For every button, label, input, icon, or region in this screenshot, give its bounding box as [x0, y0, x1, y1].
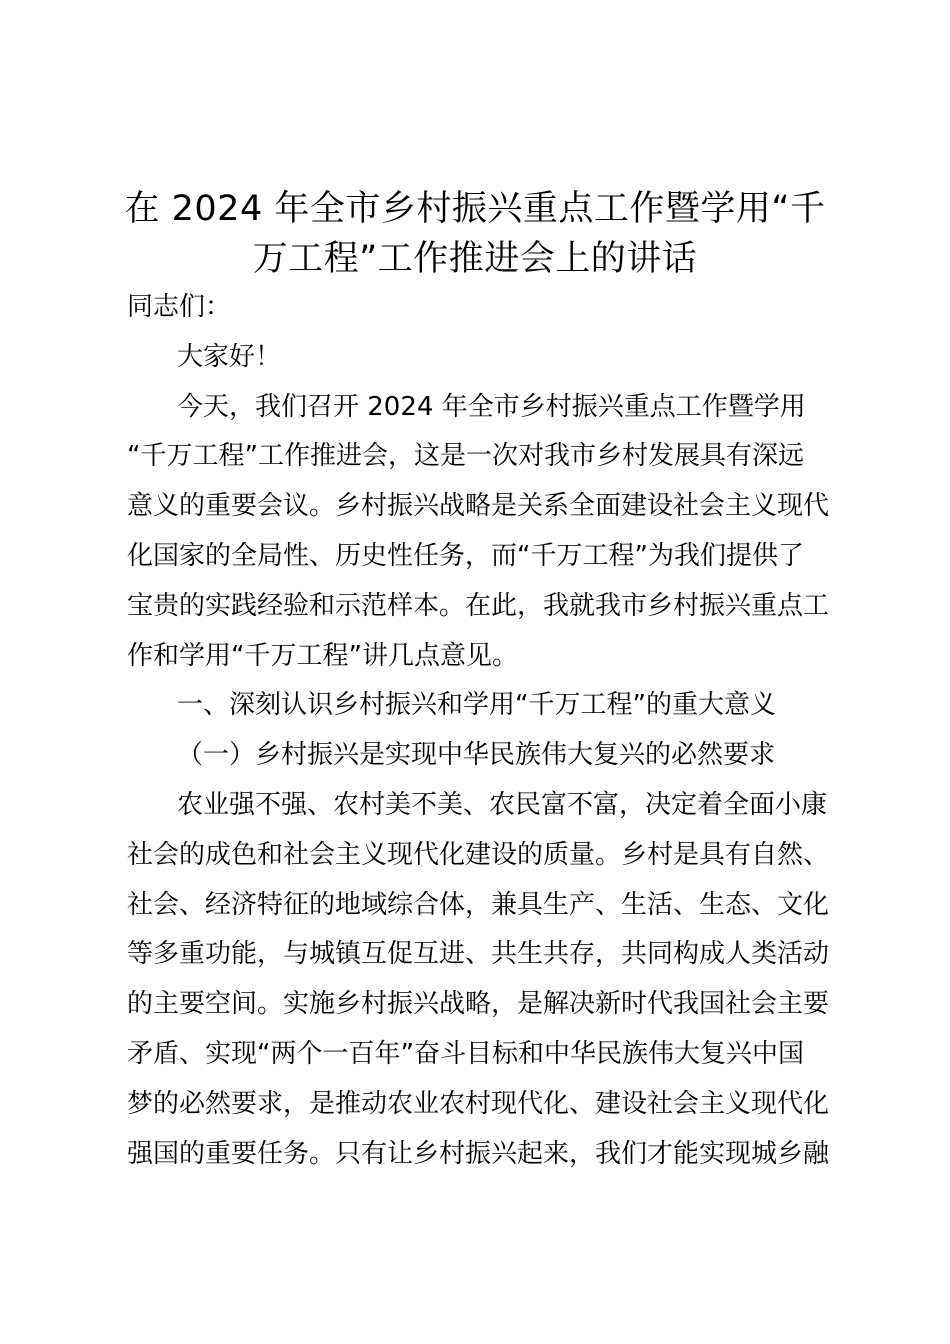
subsection-heading-1: （一）乡村振兴是实现中华民族伟大复兴的必然要求 — [177, 740, 776, 771]
paragraph-line: 宝贵的实践经验和示范样本。在此，我就我市乡村振兴重点工 — [127, 590, 830, 621]
title-line-1: 在 2024 年全市乡村振兴重点工作暨学用“千 — [124, 189, 826, 229]
salutation: 同志们： — [127, 292, 232, 322]
paragraph-line: 的主要空间。实施乡村振兴战略，是解决新时代我国社会主要 — [127, 989, 830, 1020]
paragraph-line: 矛盾、实现“两个一百年”奋斗目标和中华民族伟大复兴中国 — [127, 1038, 804, 1069]
section-heading-1: 一、深刻认识乡村振兴和学用“千万工程”的重大意义 — [177, 690, 776, 721]
paragraph-line: 农业强不强、农村美不美、农民富不富，决定着全面小康 — [177, 789, 828, 820]
paragraph-line: “千万工程”工作推进会，这是一次对我市乡村发展具有深远 — [127, 441, 804, 472]
paragraph-line: 化国家的全局性、历史性任务，而“千万工程”为我们提供了 — [127, 540, 804, 571]
paragraph-1 — [127, 383, 837, 682]
document-body — [127, 283, 837, 1179]
greeting: 大家好！ — [177, 341, 282, 372]
paragraph-line: 社会的成色和社会主义现代化建设的质量。乡村是具有自然、 — [127, 839, 830, 870]
paragraph-2 — [127, 781, 837, 1179]
paragraph-line: 等多重功能，与城镇互促互进、共生共存，共同构成人类活动 — [127, 939, 830, 970]
paragraph-line: 今天，我们召开 2024 年全市乡村振兴重点工作暨学用 — [177, 391, 806, 422]
paragraph-line: 意义的重要会议。乡村振兴战略是关系全面建设社会主义现代 — [127, 491, 830, 522]
document-title — [110, 184, 840, 284]
paragraph-line: 梦的必然要求，是推动农业农村现代化、建设社会主义现代化 — [127, 1088, 830, 1119]
paragraph-line: 作和学用“千万工程”讲几点意见。 — [127, 640, 518, 671]
paragraph-line: 社会、经济特征的地域综合体，兼具生产、生活、生态、文化 — [127, 889, 830, 920]
title-line-2: 万工程”工作推进会上的讲话 — [252, 239, 698, 279]
paragraph-line: 强国的重要任务。只有让乡村振兴起来，我们才能实现城乡融 — [127, 1138, 830, 1169]
